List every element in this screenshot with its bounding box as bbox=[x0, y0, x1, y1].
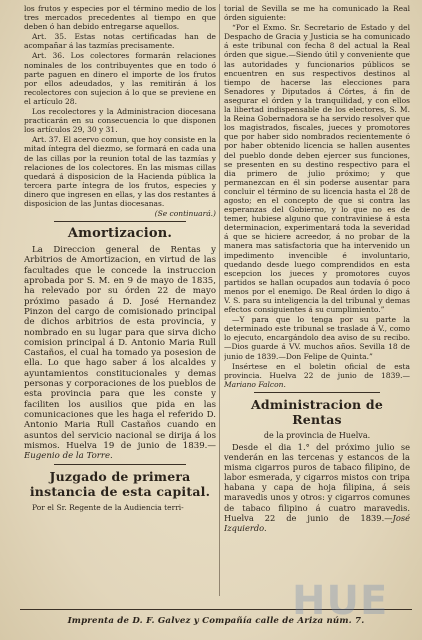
rentas-body: Desde el dia 1.° del próximo julio se venderán en las tercenas y estancos de la misma cigarros puros de tabaco filipino, de labor esmerada, y cigarros mistos con tripa habana y capa de hoja filipina, á seis maravedis unos y otros: y cigarros comunes de tabaco filipino á cuatro maravedis. Huelva 22 de junio de 1839.—José Izquierdo. bbox=[224, 441, 410, 533]
right-column bbox=[224, 4, 410, 604]
amortizacion-signature: Eugenio de la Torre. bbox=[24, 451, 113, 462]
left-para-1: los frutos y especies por el término medio de los tres mercados precedentes al tiempo en que deben ó han debido entregarse aquellos. bbox=[24, 4, 216, 32]
right-para-1: torial de Sevilla se me ha comunicado la Real órden siguiente: bbox=[224, 4, 410, 23]
juzgado-body: Por el Sr. Regente de la Audiencia terri- bbox=[32, 503, 184, 513]
continued-note: (Se continuará.) bbox=[154, 209, 216, 219]
right-para-3: —Y para que lo tenga por su parte la determinado este tribunal se traslade á V., como lo ejecuto, encargándolo dea aviso de su recibo.—Dios guarde á VV. muchos años. Sevilla 18 de junio de 1839.—Don Felipe de Quinta.” bbox=[224, 315, 410, 361]
amortizacion-body: La Direccion general de Rentas y Arbitrios de Amortizacion, en virtud de las facultades que le concede la instruccion aprobada por S. M. en 9 de mayo de 1835, ha relevado por su órden 22 de mayo próximo pasado á D. José Hernandez Pinzon del cargo de comisionado principal de dichos arbitrios de esta provincia, y nombrado en su lugar para que sirva dicho comision principal á D. Antonio Maria Rull Castaños, el cual ha tomado ya posesion de ella. Lo que hago saber á los alcaldes y ayuntamientos constitucionales y demas personas y corporaciones de los pueblos de esta provincia para que les conste y faciliten los ausilios que pida en las comunicaciones que les haga el referido D. Antonio Maria Rull Castaños cuando en asuntos del servicio nacional se dirija á los mismos. Huelva 19 de junio de 1839.—Eugenio de la Torre. bbox=[24, 245, 216, 462]
section-rule bbox=[54, 464, 186, 465]
izquierdo-signature: José Izquierdo. bbox=[224, 512, 410, 533]
left-para-5: Art. 37. El acervo comun, que hoy consiste en la mitad íntegra del diezmo, se formará en cada una de las cillas por la reunion total de las tazmías y relaciones de los colectores. En las mismas cillas quedará á disposicion de la Hacienda pública la tercera parte íntegra de los frutos, especies y dinero que ingresen en ellas, y las dos restantes á disposicion de las Juntas diocesanas. bbox=[24, 135, 216, 208]
column-divider bbox=[219, 4, 220, 596]
section-rule bbox=[254, 392, 380, 393]
amortizacion-heading: Amortizacion. bbox=[67, 226, 173, 242]
rentas-heading: Administracion de Rentas bbox=[251, 396, 383, 427]
printer-imprint: Imprenta de D. F. Galvez y Compañía calle de Ariza núm. 7. bbox=[67, 616, 365, 626]
left-para-3: Art. 36. Los colectores formarán relaciones nominales de los contribuyentes que en todo ó parte paguen en dinero el importe de los frutos por ellos adeudados, y las remitirán á los recolectores con sujecion á lo que se previene en el artículo 28. bbox=[24, 51, 216, 106]
rentas-subheading: de la provincia de Huelva. bbox=[263, 430, 371, 440]
section-rule bbox=[54, 221, 186, 222]
left-para-2: Art. 35. Estas notas certificadas han de acompañar á las tazmías precisamente. bbox=[24, 32, 216, 51]
juzgado-heading: Juzgado de primera instancia de esta capital. bbox=[29, 469, 211, 500]
left-column bbox=[24, 4, 216, 604]
left-para-4: Los recolectores y la Administracion diocesana practicarán en su consecuencia lo que disponen los artículos 29, 30 y 31. bbox=[24, 107, 216, 135]
falcon-signature: Mariano Falcon. bbox=[224, 379, 286, 389]
library-stamp-watermark: HUE bbox=[292, 578, 389, 624]
right-para-2: “Por el Exmo. Sr. Secretario de Estado y del Despacho de Gracia y Justicia se ha comunicado á este tribunal con fecha 8 del actual la Real órden que sigue.—Siendo útil y conveniente que las autoridades y funcionarios públicos se encuentren en sus respectivos destinos al tiempo de hacerse las elecciones para Senadores y Diputados á Córtes, á fin de asegurar el órden y la tranquilidad, y con ellos la libertad indispensable de los electores, S. M. la Reina Gobernadora se ha servido resolver que los magistrados, fiscales, jueces y promotores que por haber sido nombrados recientemente ó por haber obtenido licencia se hallen ausentes del pueblo donde deben ejercer sus funciones, se presenten en su destino respectivo para el dia primero de julio próximo; y que permanezcan en él sin poderse ausentar para concluir el término de su licencia hasta el 28 de agosto; en el concepto de que si contra las esperanzas del Gobierno, y lo que no es de temer, hubiese alguno que contraviniese á esta determinacion, experimentará toda la severidad á que se hiciere acreedor, á no probar de la manera mas satisfactoria que ha intervenido un impedimento invencible é involuntario, quedando desde luego comprendidos en esta escepcion los jueces y promotores cuyos partidos se hallan ocupados aun todavía ó poco menos por el enemigo. De Real órden lo digo á V. S. para su inteligencia la del tribunal y demas efectos consiguientes á su cumplimiento.” bbox=[224, 23, 410, 315]
right-para-4: Insértese en el boletin oficial de esta provincia. Huelva 22 de junio de 1839.—Mariano Falcon. bbox=[224, 361, 410, 389]
